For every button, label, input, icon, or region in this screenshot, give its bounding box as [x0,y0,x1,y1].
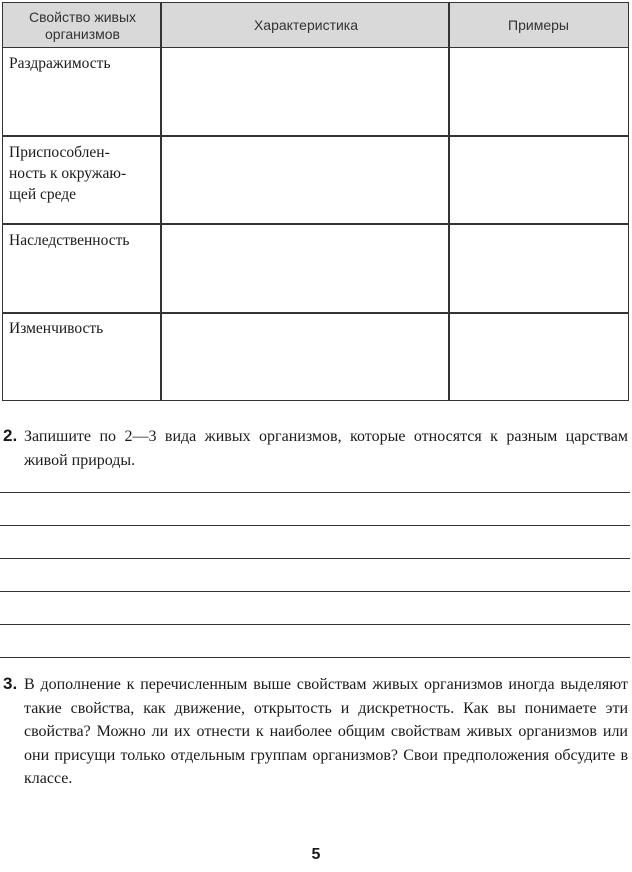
task-3-text: В дополнение к перечисленным выше свойствам живых организмов иногда выделяют такие свойства, как движение, открытость и дискретность. Как вы понимаете эти свойства? Можно ли их отнести к наиболее общим свойствам живых организмов или они присущи только отдельным группам организмов? Свои предположения обсудите в классе. [24,676,628,787]
row-divider [3,223,628,225]
task-2-text: Запишите по 2—3 вида живых организмов, которые относятся к разным царствам живой природы. [24,428,628,469]
answer-line[interactable] [0,624,630,625]
answer-line[interactable] [0,657,630,658]
table-header [3,3,628,48]
answer-line[interactable] [0,525,630,526]
row-label-adaptability: Приспособлен- ность к окружаю- щей среде [9,144,127,203]
answer-line[interactable] [0,591,630,592]
row-label-variability: Изменчивость [9,320,104,337]
task-3-number: 3. [3,674,18,693]
task-2-number: 2. [3,426,18,445]
answer-line[interactable] [0,492,630,493]
answer-line[interactable] [0,558,630,559]
column-divider [160,3,162,400]
row-divider [3,135,628,137]
row-label-irritability: Раздражимость [9,55,111,72]
properties-table [2,2,629,401]
header-property: Свойство живых организмов [28,8,137,42]
row-divider [3,312,628,314]
header-characteristic: Характеристика [253,17,359,33]
page-number: 5 [311,846,321,863]
column-divider [448,3,450,400]
header-examples: Примеры [508,17,569,33]
row-label-heredity: Наследственность [9,232,130,249]
